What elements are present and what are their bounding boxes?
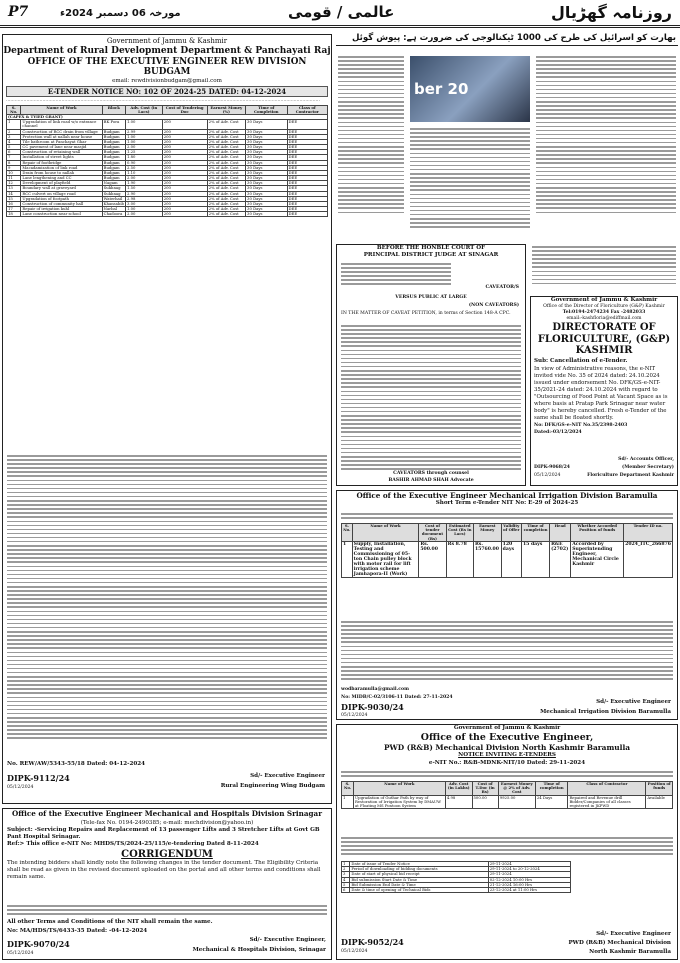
table-header-cell: Block	[102, 105, 125, 114]
pwd-govt: Government of Jammu & Kashmir	[453, 725, 561, 731]
table-header-cell: Name of Work	[21, 105, 102, 114]
table-cell: 1	[342, 862, 350, 867]
table-cell: 17	[7, 207, 21, 212]
table-cell: Rs 8.78	[446, 541, 473, 577]
table-cell: 2% of Adv. Cost	[207, 160, 245, 165]
rural-tender-notice: Government of Jammu & Kashmir Department of Rural Development Department & Panchayati Raj OFFICE OF THE EXECUTIVE ENGINEER REW DIVISION BUDGAM email: rewdivisionbudgam@gmail.com E-TENDER NOTICE NO: 102 OF 2024-25 DATED: 04-12-2024 ....................................................................................................................................................................................................................... S. No. Name of Work Block Adv. Cost (in Lacs) Cost of Tendering Doc Earnest Money (%) Time of Completion Class of Contractor (CAPEX & TYIED GRANT) 1 Upgradation of link road w/o entrance channel BK Pora 1.00 200 2% of Adv. Cost 30 Days DEE 2 Construction of RCC drain from village Budgam 2.99 200 2% of Adv. Cost 30 Days DEE 3 Protection wall at nallah near house Budgam 1.00 200 2% of Adv. Cost 30 Days DEE 4 Tile bathroom at Panchayat Ghar Budgam 1.00 200 2% of Adv. Cost 30 Days DEE 5 CC pavement of lane near masjid Budgam 2.00 200 2% of Adv. Cost 30 Days DEE 6 Construction of retaining wall Budgam 1.25 200 2% of Adv. Cost 30 Days DEE 7 Installation of street lights Budgam 1.80 200 2% of Adv. Cost 30 Days DEE 8 Repair of footbridge Budgam 0.90 200 2% of Adv. Cost 30 Days DEE 9 Macadamization of link road Budgam 2.50 200 2% of Adv. Cost 30 Days DEE 10 Drain from house to nallah Budgam 1.10 200 2% of Adv. Cost 30 Days DEE 11 Lane lengthening and CC Budgam 2.00 200 2% of Adv. Cost 30 Days DEE 12 Development of playfield Nagam 1.90 200 2% of Adv. Cost 30 Days DEE 13 Boundary wall at graveyard Sukhnag 1.50 200 2% of Adv. Cost 30 Days DEE 14 RCC culvert on village road Sukhnag 2.90 200 2% of Adv. Cost 30 Days DEE 15 Upgradation of footpath Waterhail 2.98 200 2% of Adv. Cost 30 Days DEE 16 Construction of community hall Khansahib 3.00 200 2% of Adv. Cost 30 Days DEE 17 Repair of irrigation kuhl Narbal 1.00 200 2% of Adv. Cost 30 Days DEE 18 Lane construction near school Chadoora 2.00 200 2% of Adv. Cost 30 Days DEE No. REW/AW/5343-55/18 Dated: 04-12-2024 DIPK-9112/24 05/12/2024 Sd/- Executive Engineer Rural Engineering Wing Budgam	[2, 34, 332, 804]
table-cell: Chadoora	[102, 212, 125, 217]
table-cell: 30 Days	[246, 212, 287, 217]
table-cell: 30 Days	[246, 201, 287, 206]
lead-photo-caption: ber 20	[414, 80, 469, 98]
table-cell: 200	[162, 150, 207, 155]
page-number: P7	[8, 4, 29, 20]
table-cell: Installation of street lights	[21, 155, 102, 160]
table-cell: Budgam	[102, 139, 125, 144]
table-cell: DEE	[287, 176, 327, 181]
table-cell: Sukhnag	[102, 191, 125, 196]
table-cell: 1	[7, 120, 21, 129]
table-header-cell: Class of Contractor	[287, 105, 327, 114]
table-cell: 2% of Adv. Cost	[207, 207, 245, 212]
table-cell: Budgam	[102, 170, 125, 175]
table-header-cell: Earnest Money	[473, 524, 501, 542]
table-header-cell: Head	[550, 524, 571, 542]
table-cell: 29-11-2024 to 20-12-2024	[488, 867, 570, 872]
flori-title: DIRECTORATE OF FLORICULTURE, (G&P) KASHMIR	[537, 322, 671, 357]
table-cell: 2% of Adv. Cost	[207, 176, 245, 181]
table-cell: 2% of Adv. Cost	[207, 191, 245, 196]
table-cell: 200	[162, 134, 207, 139]
table-cell: 30 Days	[246, 170, 287, 175]
table-header-cell: Time of completion	[521, 524, 549, 542]
pwd-sign-title: Sd/- Executive Engineer	[596, 931, 671, 937]
rural-sign-office: Rural Engineering Wing Budgam	[220, 783, 325, 789]
flori-dipk-date: 05/12/2024	[534, 473, 561, 478]
table-header-cell: Cost of tender document (Rs)	[419, 524, 446, 542]
table-header-cell: Position of funds	[646, 782, 673, 796]
corr-ref-no: No: MA/HDS/TS/6433-35 Dated: -04-12-2024	[7, 928, 148, 934]
table-cell: 30 Days	[246, 196, 287, 201]
table-cell: Period of downloading of bidding documents	[350, 867, 488, 872]
table-cell: Waterhail	[102, 196, 125, 201]
table-cell: Drain from house to nallah	[21, 170, 102, 175]
table-cell: 2	[342, 867, 350, 872]
table-cell: DEE	[287, 139, 327, 144]
table-cell: 4	[342, 877, 350, 882]
table-cell: 2.90	[125, 191, 162, 196]
corr-dipk-date: 05/12/2024	[7, 951, 34, 956]
table-cell: 9925.00	[498, 795, 535, 809]
court-heading-1: BEFORE THE HONBLE COURT OF	[376, 245, 486, 251]
table-cell: 2% of Adv. Cost	[207, 134, 245, 139]
pwd-sign-office: PWD (R&B) Mechanical Division	[568, 940, 671, 946]
table-cell: 2.00	[125, 212, 162, 217]
corr-office: Office of the Executive Engineer Mechanical and Hospitals Division Srinagar	[11, 809, 322, 818]
lead-photo	[410, 56, 530, 122]
table-cell: 6	[7, 150, 21, 155]
table-cell: 3	[7, 134, 21, 139]
corr-sign-office: Mechanical & Hospitals Division, Srinagar	[192, 947, 326, 953]
corr-ref: Ref:> This office e-NIT No: MHDS/TS/2024-25/115/e-tendering Dated 8-11-2024	[7, 841, 259, 848]
masthead	[0, 0, 680, 28]
table-cell: Budgam	[102, 155, 125, 160]
table-cell: Rs. 15760.00	[473, 541, 501, 577]
table-cell: 2% of Adv. Cost	[207, 155, 245, 160]
table-cell: R&E (2702)	[550, 541, 571, 577]
pwd-sign-place: North Kashmir Baramulla	[589, 949, 671, 955]
lead-headline: بھارت کو اسرائیل کی طرح کی 1000 ٹیکنالوجی کی ضرورت ہے: پیوش گوئل	[336, 32, 678, 46]
pwd-dipk: DIPK-9052/24	[341, 937, 404, 947]
table-cell: 1.80	[125, 155, 162, 160]
flori-sign-title: Sd/- Accounts Officer,	[618, 457, 674, 462]
table-cell: 30 Days	[246, 120, 287, 129]
table-cell: 30 Days	[246, 191, 287, 196]
table-cell: Date of issue of Tender Notice	[350, 862, 488, 867]
table-cell: 1.25	[125, 150, 162, 155]
table-cell: DEE	[287, 160, 327, 165]
table-cell: 200	[162, 170, 207, 175]
flori-tel: Tel:0194-2474234 Fax -2482033	[562, 310, 646, 315]
table-cell: Construction of retaining wall	[21, 150, 102, 155]
table-cell: Sukhnag	[102, 186, 125, 191]
rural-works-table	[6, 105, 328, 218]
pwd-notice-title: NOTICE INVITING E-TENDERS	[458, 752, 556, 759]
flori-dated: Dated:-03/12/2024	[534, 430, 582, 436]
table-cell: Budgam	[102, 176, 125, 181]
table-cell: DEE	[287, 191, 327, 196]
table-cell: 9	[7, 165, 21, 170]
table-cell: 1.90	[125, 181, 162, 186]
table-cell: 1.00	[125, 120, 162, 129]
flori-ref-no: No: DFK/GS-e-NIT No.35/2398-2403	[534, 423, 628, 429]
table-cell: 10	[7, 170, 21, 175]
table-header-cell: Cost of T.Doc (in Rs)	[472, 782, 498, 796]
corr-title: CORRIGENDUM	[121, 848, 213, 860]
table-cell: DEE	[287, 150, 327, 155]
irr-dipk: DIPK-9030/24	[341, 702, 404, 712]
issue-date: مورخہ 06 دسمبر 2024ء	[60, 8, 181, 19]
table-cell: 30 Days	[246, 150, 287, 155]
table-cell: DEE	[287, 170, 327, 175]
table-cell: 2% of Adv. Cost	[207, 150, 245, 155]
rural-dipk-date: 05/12/2024	[7, 785, 34, 790]
irr-ref-no: No: MIDB/C-02/3106-11 Dated: 27-11-2024	[341, 695, 453, 700]
table-cell: Construction of community hall	[21, 201, 102, 206]
court-non-caveators: (NON CAVEATORS)	[468, 303, 519, 308]
table-cell: 23-12-2024 at 11:00 Hrs	[488, 887, 570, 892]
table-cell: Budgam	[102, 145, 125, 150]
court-heading-2: PRINCIPAL DISTRICT JUDGE AT SINAGAR	[363, 252, 499, 259]
irr-sign-title: Sd/- Executive Engineer	[596, 699, 671, 705]
table-cell: Repair of footbridge	[21, 160, 102, 165]
table-header-cell: Cost of Tendering Doc	[162, 105, 207, 114]
table-cell: 2% of Adv. Cost	[207, 139, 245, 144]
table-cell: 29-11-2024	[488, 872, 570, 877]
table-cell: CC pavement of lane near masjid	[21, 145, 102, 150]
table-cell: 2.00	[125, 145, 162, 150]
table-cell: DEE	[287, 207, 327, 212]
rural-office: OFFICE OF THE EXECUTIVE ENGINEER REW DIVISION BUDGAM	[27, 56, 307, 78]
table-cell: 200	[162, 201, 207, 206]
table-cell: 3	[342, 872, 350, 877]
table-cell: Upgradation of link road w/o entrance channel	[21, 120, 102, 129]
table-header-cell: Earnest Money (%)	[207, 105, 245, 114]
table-header-cell: Adv. Cost (in Lacs)	[125, 105, 162, 114]
corrigendum-notice	[2, 808, 332, 960]
table-cell: Accorded by Superintending Engineer, Mechanical Circle Kashmir	[571, 541, 624, 577]
irr-dipk-date: 05/12/2024	[341, 713, 368, 718]
table-cell: 200	[162, 207, 207, 212]
flori-sign-office: Floriculture Department Kashmir	[587, 473, 674, 478]
flori-office: Office of the Director of Floriculture (G&P) Kashmir	[543, 304, 665, 310]
table-cell: 24 Days	[535, 795, 568, 809]
table-cell: 30 Days	[246, 186, 287, 191]
pwd-works-table	[341, 781, 673, 809]
table-row	[7, 120, 328, 129]
pwd-dates-table	[341, 861, 571, 893]
table-cell: 2% of Adv. Cost	[207, 186, 245, 191]
table-cell: DEE	[287, 134, 327, 139]
table-cell: 30 Days	[246, 176, 287, 181]
table-cell: 1	[342, 795, 354, 809]
table-cell: DEE	[287, 165, 327, 170]
urdu-column	[530, 244, 678, 294]
court-closing: CAVEATORS through counsel	[393, 471, 469, 476]
table-section-label: (CAPEX & TYIED GRANT)	[7, 114, 328, 119]
table-row	[7, 212, 328, 217]
table-cell: 4	[7, 139, 21, 144]
table-cell: Nagam	[102, 181, 125, 186]
table-cell: Upgradation of footpath	[21, 196, 102, 201]
table-cell: Budgam	[102, 129, 125, 134]
table-cell: 200	[162, 145, 207, 150]
table-cell: 29-11-2024	[488, 862, 570, 867]
table-cell: 6	[342, 887, 350, 892]
table-cell: Date of start of physical bid receipt	[350, 872, 488, 877]
table-cell: Lane lengthening and CC	[21, 176, 102, 181]
table-cell: 200	[162, 191, 207, 196]
table-cell: 120 days	[501, 541, 521, 577]
pwd-dipk-date: 05/12/2024	[341, 949, 368, 954]
table-cell: Macadamization of link road	[21, 165, 102, 170]
table-cell: 12	[7, 181, 21, 186]
table-cell: DEE	[287, 120, 327, 129]
table-header-cell: Time of Completion	[246, 105, 287, 114]
table-cell: Construction of RCC drain from village	[21, 129, 102, 134]
table-header-cell: Class of Contractor	[568, 782, 646, 796]
table-cell: 16	[7, 201, 21, 206]
pwd-division: PWD (R&B) Mechanical Division North Kashmir Baramulla	[383, 743, 631, 753]
rural-sign-title: Sd/- Executive Engineer	[250, 773, 325, 779]
corr-subject: Subject: -Servicing Repairs and Replacement of 13 passenger Lifts and 3 Stretcher Lifts at Govt GB Pant Hospital Srinagar.	[7, 826, 320, 841]
table-cell: DEE	[287, 196, 327, 201]
table-cell: 200	[162, 139, 207, 144]
table-cell: 8	[7, 160, 21, 165]
table-header-cell: Whether Accorded Position of funds	[571, 524, 624, 542]
table-cell: 1.10	[125, 170, 162, 175]
table-cell: 2% of Adv. Cost	[207, 120, 245, 129]
court-notice	[336, 244, 526, 486]
table-cell: DEE	[287, 181, 327, 186]
table-cell: 200	[162, 176, 207, 181]
table-cell: 1.00	[125, 139, 162, 144]
table-cell: 1.00	[125, 134, 162, 139]
corr-body: The intending bidders shall kindly note the following changes in the tender document. The Eligibility Criteria shall be read as given in the revised document uploaded on the portal and all other terms and conditions shall remain same.	[7, 859, 321, 881]
table-cell: 0.90	[125, 160, 162, 165]
irr-nit: Short Term e-Tender NIT No: E-29 of 2024-25	[435, 500, 579, 506]
table-cell: 30 Days	[246, 207, 287, 212]
table-header-cell: Tender ID no.	[624, 524, 673, 542]
table-cell: Protection wall at nallah near house	[21, 134, 102, 139]
table-cell: 200	[162, 160, 207, 165]
table-header-cell: Time of completion	[535, 782, 568, 796]
flori-govt: Government of Jammu & Kashmir	[550, 297, 658, 303]
rural-email: email: rewdivisionbudgam@gmail.com	[112, 77, 222, 84]
corr-sign-title: Sd/- Executive Engineer,	[249, 937, 326, 943]
table-header-cell: Validity of Offer	[501, 524, 521, 542]
table-cell: 1.50	[125, 186, 162, 191]
irrigation-notice	[336, 490, 678, 720]
table-cell: 30 Days	[246, 165, 287, 170]
table-cell: 2024_ITC_266876	[624, 541, 673, 577]
table-cell: 2.50	[125, 165, 162, 170]
rural-dept: Department of Rural Development Department & Panchayati Raj	[3, 45, 331, 56]
section-title: عالمی / قومی	[288, 3, 395, 21]
table-cell: 5	[342, 882, 350, 887]
table-cell: BK Pora	[102, 120, 125, 129]
table-cell: Repaired and Revenue drill Bidder/Companies of all classes registered in JKPWD	[568, 795, 646, 809]
table-cell: DEE	[287, 145, 327, 150]
table-cell: 1	[342, 541, 353, 577]
table-cell: 200	[162, 186, 207, 191]
table-cell: 13	[7, 186, 21, 191]
rural-dipk: DIPK-9112/24	[7, 773, 70, 783]
pwd-notice	[336, 724, 678, 960]
table-cell: 30 Days	[246, 181, 287, 186]
irrigation-table	[341, 523, 673, 578]
table-cell: 21-12-2024 16:00 Hrs	[488, 882, 570, 887]
irr-office: Office of the Executive Engineer Mechanical Irrigation Division Baramulla	[356, 491, 658, 500]
table-cell: DEE	[287, 155, 327, 160]
flori-sign-role: (Member Secretary)	[622, 465, 674, 470]
court-advocate: BASHIR AHMAD SHAH Advocate	[388, 478, 474, 483]
floriculture-notice	[530, 296, 678, 486]
court-caveators: CAVEATOR/S	[485, 285, 519, 290]
corr-closing: All other Terms and Conditions of the NIT shall remain the same.	[7, 919, 213, 925]
table-cell: Lane construction near school	[21, 212, 102, 217]
paper-name: روزنامہ گھڑیال	[551, 3, 672, 22]
table-cell: Repair of irrigation kuhl	[21, 207, 102, 212]
table-cell: 2% of Adv. Cost	[207, 212, 245, 217]
table-cell: Narbal	[102, 207, 125, 212]
table-cell: 5	[7, 145, 21, 150]
table-cell: 2% of Adv. Cost	[207, 129, 245, 134]
table-cell: Available	[646, 795, 673, 809]
irr-email: wodbaramulla@gmail.com	[341, 687, 409, 692]
table-cell: Bid Submission End Date & Time	[350, 882, 488, 887]
table-cell: 30 Days	[246, 129, 287, 134]
table-cell: 30 Days	[246, 145, 287, 150]
table-cell: 30 Days	[246, 134, 287, 139]
table-cell: 02-12-2024 10:00 Hrs	[488, 877, 570, 882]
table-cell: DEE	[287, 129, 327, 134]
table-cell: 200	[162, 120, 207, 129]
table-cell: DEE	[287, 201, 327, 206]
table-cell: DEE	[287, 212, 327, 217]
table-cell: Boundary wall at graveyard	[21, 186, 102, 191]
table-cell: 11	[7, 176, 21, 181]
table-cell: Date & time of opening of Technical Bids	[350, 887, 488, 892]
flori-email: email:-kashfloria@ediffmail.com	[566, 315, 642, 321]
table-cell: Budgam	[102, 165, 125, 170]
lead-story	[336, 32, 678, 242]
table-cell: 14	[7, 191, 21, 196]
table-cell: 15 days	[521, 541, 549, 577]
table-cell: 3.00	[125, 201, 162, 206]
table-cell: Supply, Installation, Testing and Commissioning of 05-ton Chain pulley block with motor rail for lift irrigation scheme Jamhapora-II (Work)	[352, 541, 419, 577]
table-cell: Bid submission Start Date & Time	[350, 877, 488, 882]
table-cell: Upgradation of Guthar Path by way of Restoration of Irrigation System by DMAUW at Floating MS Pontoon System	[353, 795, 445, 809]
table-header-cell: Estimated Cost (Rs in Lacs)	[446, 524, 473, 542]
corr-dipk: DIPK-9070/24	[7, 939, 70, 949]
table-cell: Rs. 500.00	[419, 541, 446, 577]
table-cell: Tile bathroom at Panchayat Ghar	[21, 139, 102, 144]
table-cell: 200	[162, 129, 207, 134]
table-cell: 200	[162, 212, 207, 217]
table-cell: Budgam	[102, 134, 125, 139]
corr-contact: (Tele-fax No. 0194-2490385; e-mail: mechdivision@yahoo.in)	[80, 819, 254, 826]
table-cell: Khansahib	[103, 201, 124, 206]
table-cell: 200	[162, 196, 207, 201]
flori-subject: Sub: Cancellation of e-Tender.	[534, 357, 628, 364]
table-header-cell: Name of Work	[352, 524, 419, 542]
table-cell: 18	[7, 212, 21, 217]
table-cell: 2% of Adv. Cost	[207, 170, 245, 175]
rural-notice-no: E-TENDER NOTICE NO: 102 OF 2024-25 DATED: 04-12-2024	[6, 86, 328, 97]
court-matter: IN THE MATTER OF CAVEAT PETITION, in terms of Section 148-A CPC.	[341, 311, 511, 316]
table-cell: 15	[7, 196, 21, 201]
table-cell: 30 Days	[246, 160, 287, 165]
table-cell: 2.98	[125, 196, 162, 201]
table-cell: Budgam	[102, 150, 125, 155]
table-header-cell: Adv. Cost (in Lakhs)	[445, 782, 472, 796]
rural-govt: Government of Jammu & Kashmir	[106, 37, 228, 45]
table-header-cell: S. No.	[342, 782, 354, 796]
table-cell: 7	[7, 155, 21, 160]
table-header-cell: S. No.	[7, 105, 21, 114]
table-cell: 200	[162, 165, 207, 170]
rural-ref-no: No. REW/AW/5343-55/18 Dated: 04-12-2024	[7, 761, 146, 767]
table-row	[342, 887, 571, 892]
table-header-cell: Name of Work	[353, 782, 445, 796]
table-cell: 30 Days	[246, 139, 287, 144]
table-cell: DEE	[287, 186, 327, 191]
table-cell: 500.00	[472, 795, 498, 809]
table-cell: Development of playfield	[21, 181, 102, 186]
table-cell: 4.98	[445, 795, 472, 809]
flori-body: In view of Administrative reasons, the e-NIT invited vide No. 35 of 2024 dated: 24.10.2024 issued under endorsement No. DFK/GS-e-NIT-35/2021-24 dated: 24.10.2024 with regard to "Outsourcing of Food Point at Vacant Space as is where basis at Pratap Park Srinagar near water body" is hereby cancelled. Fresh e-Tender of the same shall be floated shortly.	[534, 366, 668, 422]
table-cell: 2	[7, 129, 21, 134]
pwd-nit: e-NIT No.: R&B-MDNK-NIT/10 Dated: 29-11-2024	[428, 759, 586, 766]
table-cell: 2.99	[125, 129, 162, 134]
table-cell: 2% of Adv. Cost	[207, 201, 245, 206]
table-cell: 2% of Adv. Cost	[207, 181, 245, 186]
pwd-office: Office of the Executive Engineer,	[420, 732, 594, 744]
table-cell: 200	[162, 155, 207, 160]
irr-sign-office: Mechanical Irrigation Division Baramulla	[540, 709, 671, 715]
table-cell: Budgam	[102, 160, 125, 165]
table-header-cell: Earnest Money @ 2% of Adv. Cost	[498, 782, 535, 796]
table-cell: 2% of Adv. Cost	[207, 165, 245, 170]
table-cell: 2% of Adv. Cost	[207, 145, 245, 150]
court-versus: VERSUS PUBLIC AT LARGE	[395, 295, 467, 300]
table-cell: RCC culvert on village road	[21, 191, 102, 196]
table-cell: 2.00	[125, 176, 162, 181]
table-header-cell: S. No.	[342, 524, 353, 542]
table-cell: 2% of Adv. Cost	[207, 196, 245, 201]
table-cell: 30 Days	[246, 155, 287, 160]
table-cell: 1.00	[125, 207, 162, 212]
table-cell: 200	[162, 181, 207, 186]
flori-dipk: DIPK-9068/24	[534, 465, 571, 470]
